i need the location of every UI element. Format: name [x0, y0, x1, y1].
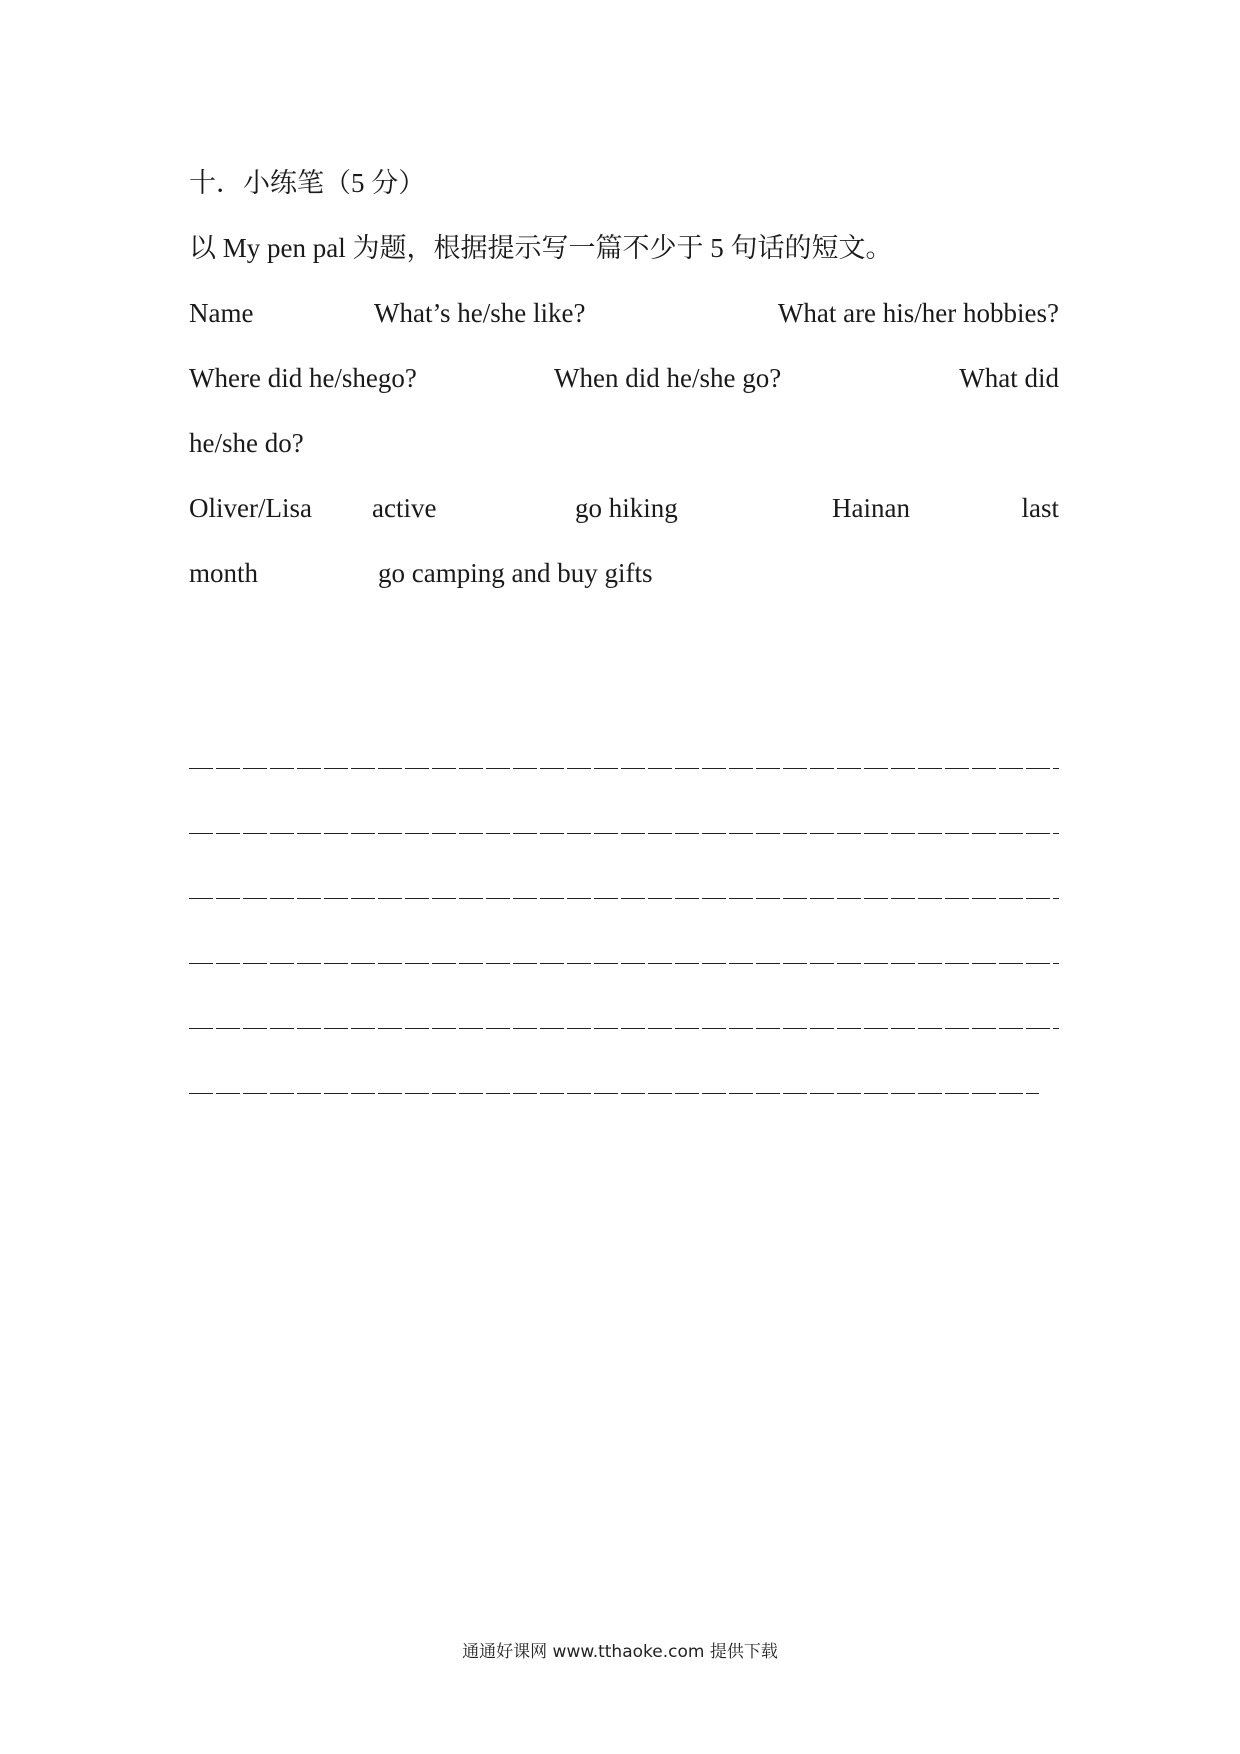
prompt-row-2 [189, 361, 1059, 395]
prompt-where: Where did he/shego? [189, 363, 417, 393]
answer-row-1 [189, 491, 1059, 525]
prompt-personality: What’s he/she like? [374, 298, 586, 328]
prompt-what-did: What did [959, 363, 1059, 393]
writing-line[interactable] [189, 1093, 1039, 1094]
prompt-what-did-cont: he/she do? [189, 428, 304, 458]
answer-time-cont: month [189, 558, 259, 588]
answer-hobby: go hiking [575, 493, 678, 523]
prompt-hobbies: What are his/her hobbies? [777, 298, 1059, 328]
section-title: 十．小练笔（5 分） [189, 168, 426, 198]
prompt-row-1 [189, 296, 1059, 330]
writing-line[interactable] [189, 1028, 1059, 1029]
prompt-row-3 [189, 426, 1059, 460]
writing-line[interactable] [189, 963, 1059, 964]
writing-line[interactable] [189, 768, 1059, 769]
instruction-text: 以 My pen pal 为题，根据提示写一篇不少于 5 句话的短文。 [189, 233, 893, 263]
answer-time: last [1021, 493, 1059, 523]
footer-source: 通通好课网 www.tthaoke.com 提供下载 [462, 1642, 778, 1662]
writing-line[interactable] [189, 833, 1059, 834]
answer-row-2 [189, 556, 1059, 590]
answer-name: Oliver/Lisa [189, 493, 312, 523]
writing-line[interactable] [189, 898, 1059, 899]
answer-activities: go camping and buy gifts [378, 558, 653, 588]
prompt-name: Name [189, 298, 254, 328]
answer-place: Hainan [832, 493, 910, 523]
answer-personality: active [372, 493, 437, 523]
prompt-when: When did he/she go? [554, 363, 782, 393]
